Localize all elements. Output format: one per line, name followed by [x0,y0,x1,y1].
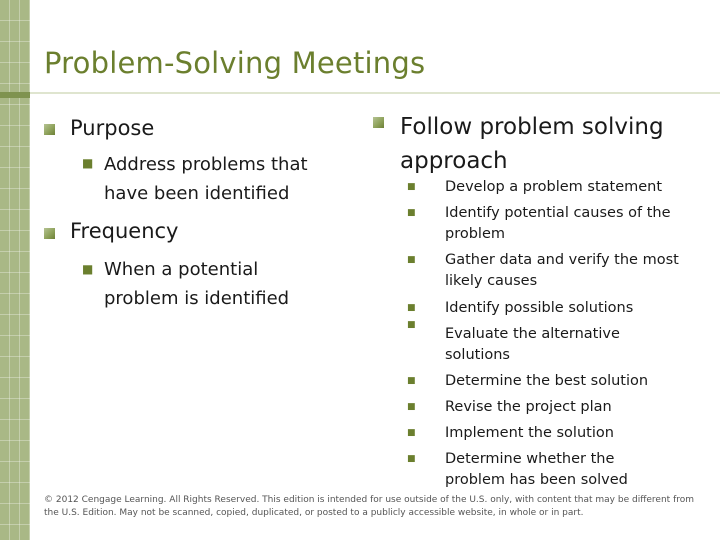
small-square-bullet-icon: ■ [407,208,416,218]
approach-heading: Follow problem solving approach [400,114,664,174]
frequency-label: Frequency [70,219,179,243]
list-item: Identify potential causes of the problem [445,205,671,242]
small-square-bullet-icon: ■ [82,262,94,276]
list-item: Determine the best solution [445,373,649,389]
frequency-item: When a potential problem is identified [104,259,290,309]
small-square-bullet-icon: ■ [407,376,416,386]
square-bullet-icon [373,117,384,128]
small-square-bullet-icon: ■ [407,255,416,265]
square-bullet-icon [44,228,55,239]
small-square-bullet-icon: ■ [407,454,416,464]
title-underline [30,92,720,94]
slide-title: Problem-Solving Meetings [44,46,426,80]
purpose-label: Purpose [70,116,155,140]
list-item: Gather data and verify the most likely causes [445,252,679,289]
list-item: Develop a problem statement [445,179,663,195]
small-square-bullet-icon: ■ [407,182,416,192]
list-item: Evaluate the alternative solutions [445,326,620,363]
small-square-bullet-icon: ■ [407,320,416,330]
copyright-footer: © 2012 Cengage Learning. All Rights Reserved. This edition is intended for use outside of the U.S. only, with content that may be different from the U.S. Edition. May not be scanned, copied, duplicated, or posted to a publicly accessible website, in whole or in part. [44,495,695,518]
small-square-bullet-icon: ■ [82,156,94,170]
decorative-side-band [0,92,30,98]
decorative-side-grid [0,0,30,540]
list-item: Revise the project plan [445,399,612,415]
list-item: Determine whether the problem has been solved [445,451,628,488]
square-bullet-icon [44,124,55,135]
small-square-bullet-icon: ■ [407,402,416,412]
purpose-item: Address problems that have been identified [104,154,308,204]
list-item: Identify possible solutions [445,300,634,316]
small-square-bullet-icon: ■ [407,428,416,438]
small-square-bullet-icon: ■ [407,303,416,313]
list-item: Implement the solution [445,425,614,441]
